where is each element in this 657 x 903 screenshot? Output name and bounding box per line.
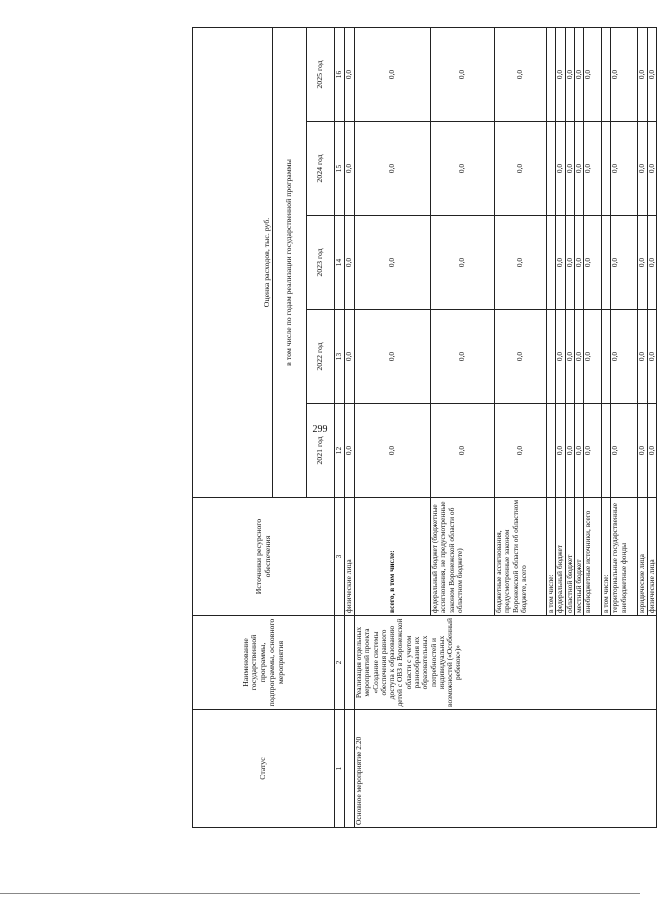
header-year-2025: 2025 год xyxy=(307,27,335,121)
prev-row-value: 0,0 xyxy=(345,310,355,404)
value-cell: 0,0 xyxy=(574,27,583,121)
value-cell: 0,0 xyxy=(584,404,602,498)
value-cell: 0,0 xyxy=(495,404,547,498)
value-cell: 0,0 xyxy=(556,310,565,404)
prev-row-label: физические лица xyxy=(345,498,355,616)
prev-row-status xyxy=(345,710,355,828)
value-cell: 0,0 xyxy=(611,27,638,121)
col-number-13: 13 xyxy=(335,310,345,404)
value-cell: 0,0 xyxy=(431,310,495,404)
value-cell: 0,0 xyxy=(638,122,647,216)
prev-row-value: 0,0 xyxy=(345,122,355,216)
value-cell: 0,0 xyxy=(431,404,495,498)
value-cell: 0,0 xyxy=(574,122,583,216)
value-cell: 0,0 xyxy=(565,404,574,498)
value-cell: 0,0 xyxy=(647,27,656,121)
value-cell: 0,0 xyxy=(611,310,638,404)
value-cell: 0,0 xyxy=(565,216,574,310)
value-cell: 0,0 xyxy=(355,216,431,310)
source-label: местный бюджет xyxy=(574,498,583,616)
header-status: Статус xyxy=(193,710,335,828)
value-cell: 0,0 xyxy=(495,310,547,404)
value-cell: 0,0 xyxy=(574,216,583,310)
value-cell: 0,0 xyxy=(638,404,647,498)
value-cell: 0,0 xyxy=(647,122,656,216)
header-year-2022: 2022 год xyxy=(307,310,335,404)
source-label: федеральный бюджет (бюджетные ассигнования, не предусмотренные законом Воронежской области об областном бюджете) xyxy=(431,498,495,616)
header-by-year: в том числе по годам реализации государственной программы xyxy=(273,27,307,497)
header-source: Источники ресурсного обеспечения xyxy=(193,498,335,616)
value-cell: 0,0 xyxy=(584,310,602,404)
source-label: территориальные государственные внебюджетные фонды xyxy=(611,498,638,616)
value-cell: 0,0 xyxy=(565,122,574,216)
value-cell: 0,0 xyxy=(556,122,565,216)
value-cell: 0,0 xyxy=(638,310,647,404)
col-number-12: 12 xyxy=(335,404,345,498)
header-name: Наименование государственной программы, подпрограммы, основного мероприятия xyxy=(193,616,335,710)
source-label: всего, в том числе: xyxy=(355,498,431,616)
source-label: физические лица xyxy=(647,498,656,616)
value-cell: 0,0 xyxy=(355,310,431,404)
status-cell: Основное мероприятие 2.20 xyxy=(355,710,657,828)
prev-row-value: 0,0 xyxy=(345,404,355,498)
value-cell: 0,0 xyxy=(647,216,656,310)
col-number-15: 15 xyxy=(335,122,345,216)
header-year-2021: 2021 год xyxy=(307,404,335,498)
source-label: бюджетные ассигнования, предусмотренные законом Воронежской области об областном бюджете, всего xyxy=(495,498,547,616)
value-cell: 0,0 xyxy=(647,310,656,404)
value-cell: 0,0 xyxy=(495,216,547,310)
prev-row-value: 0,0 xyxy=(345,27,355,121)
value-cell: 0,0 xyxy=(556,404,565,498)
value-cell: 0,0 xyxy=(355,27,431,121)
value-cell: 0,0 xyxy=(431,216,495,310)
header-year-2023: 2023 год xyxy=(307,216,335,310)
prev-row-value: 0,0 xyxy=(345,216,355,310)
value-cell: 0,0 xyxy=(565,27,574,121)
col-number-16: 16 xyxy=(335,27,345,121)
value-cell: 0,0 xyxy=(584,122,602,216)
source-label: внебюджетные источники, всего xyxy=(584,498,602,616)
name-cell: Реализация отдельных мероприятий проекта «Создание системы обеспечения равного доступа к образованию детей с ОВЗ в Воронежской области с учетом разнообразия их образовательных потребностей и индивидуальных возможностей («Особенный ребенок»)» xyxy=(355,616,657,710)
value-cell: 0,0 xyxy=(611,216,638,310)
header-estimate: Оценка расходов, тыс. руб. xyxy=(193,27,273,497)
value-cell: 0,0 xyxy=(638,27,647,121)
col-number-3: 3 xyxy=(335,498,345,616)
col-number-1: 1 xyxy=(335,710,345,828)
source-label: федеральный бюджет xyxy=(556,498,565,616)
value-cell: 0,0 xyxy=(574,404,583,498)
value-cell: 0,0 xyxy=(565,310,574,404)
value-cell: 0,0 xyxy=(495,27,547,121)
prev-row-name xyxy=(345,616,355,710)
value-cell: 0,0 xyxy=(556,27,565,121)
expense-table xyxy=(192,27,657,828)
value-cell: 0,0 xyxy=(556,216,565,310)
page-bottom-rule xyxy=(0,893,640,894)
value-cell: 0,0 xyxy=(431,122,495,216)
source-label: в том числе: xyxy=(547,498,556,616)
source-label: юридические лица xyxy=(638,498,647,616)
source-label: в том числе: xyxy=(602,498,611,616)
value-cell: 0,0 xyxy=(638,216,647,310)
value-cell: 0,0 xyxy=(495,122,547,216)
source-label: областной бюджет xyxy=(565,498,574,616)
rotated-table-container xyxy=(192,28,656,828)
header-year-2024: 2024 год xyxy=(307,122,335,216)
col-number-14: 14 xyxy=(335,216,345,310)
value-cell: 0,0 xyxy=(574,310,583,404)
value-cell: 0,0 xyxy=(611,404,638,498)
value-cell: 0,0 xyxy=(355,404,431,498)
value-cell: 0,0 xyxy=(584,27,602,121)
value-cell: 0,0 xyxy=(431,27,495,121)
value-cell: 0,0 xyxy=(647,404,656,498)
value-cell: 0,0 xyxy=(584,216,602,310)
page-number: 299 xyxy=(312,424,328,435)
value-cell: 0,0 xyxy=(611,122,638,216)
value-cell: 0,0 xyxy=(355,122,431,216)
col-number-2: 2 xyxy=(335,616,345,710)
